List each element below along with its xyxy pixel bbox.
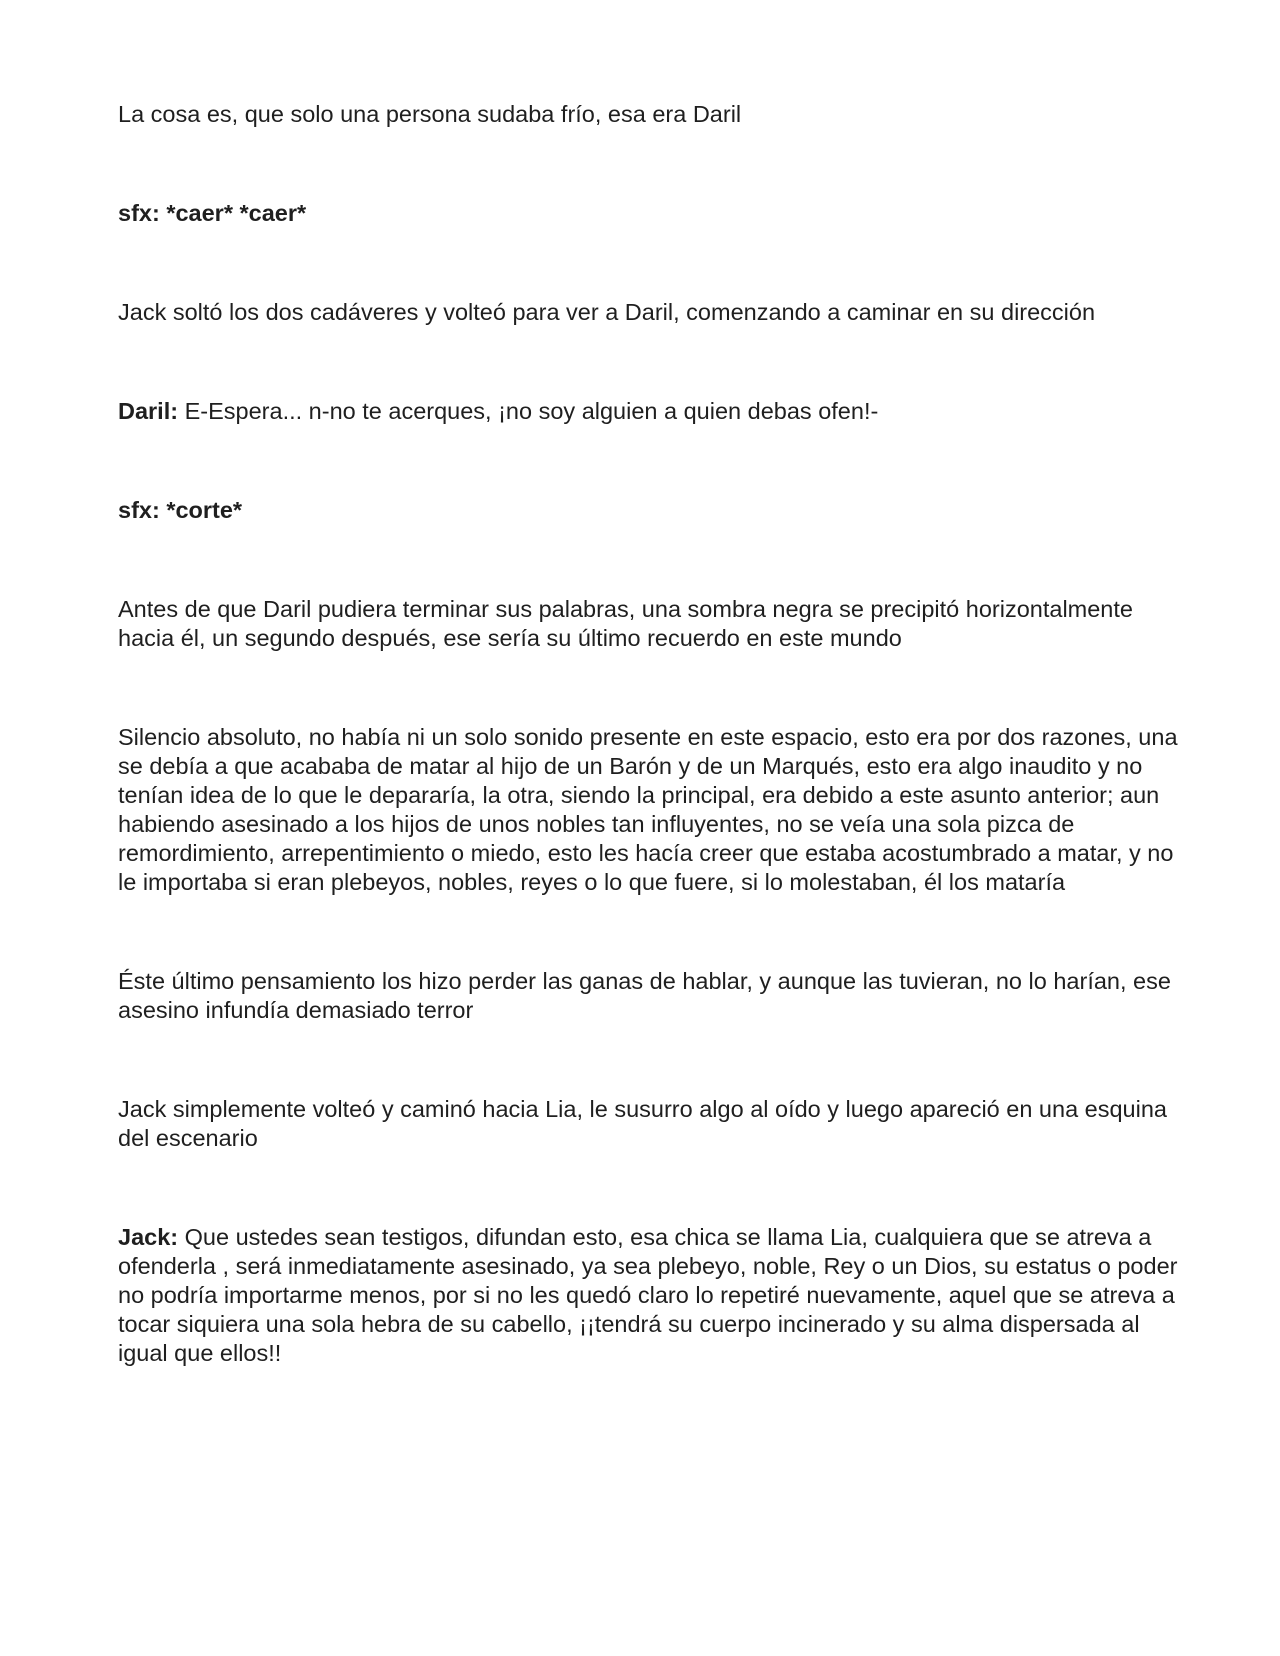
speaker-name: Daril:: [118, 398, 179, 424]
document-page: [118, 100, 1178, 1368]
dialogue-text: E-Espera... n-no te acerques, ¡no soy alguien a quien debas ofen!-: [178, 398, 879, 424]
narration-paragraph: Antes de que Daril pudiera terminar sus palabras, una sombra negra se precipitó horizontalmente hacia él, un segundo después, ese sería su último recuerdo en este mundo: [118, 596, 1133, 651]
dialogue-text: Que ustedes sean testigos, difundan esto, esa chica se llama Lia, cualquiera que se atreva a ofenderla , será inmediatamente asesinado, ya sea plebeyo, noble, Rey o un Dios, su estatus o poder no podría importarme menos, por si no les quedó claro lo repetiré nuevamente, aquel que se atreva a tocar siquiera una sola hebra de su cabello, ¡¡tendrá su cuerpo incinerado y su alma dispersada al igual que ellos!!: [118, 1224, 1178, 1366]
narration-paragraph: Jack simplemente volteó y caminó hacia Lia, le susurro algo al oído y luego apareció en una esquina del escenario: [118, 1096, 1167, 1151]
narration-paragraph: Silencio absoluto, no había ni un solo sonido presente en este espacio, esto era por dos razones, una se debía a que acababa de matar al hijo de un Barón y de un Marqués, esto era algo inaudito y no tenían idea de lo que le depararía, la otra, siendo la principal, era debido a este asunto anterior; aun habiendo asesinado a los hijos de unos nobles tan influyentes, no se veía una sola pizca de remordimiento, arrepentimiento o miedo, esto les hacía creer que estaba acostumbrado a matar, y no le importaba si eran plebeyos, nobles, reyes o lo que fuere, si lo molestaban, él los mataría: [118, 724, 1178, 895]
dialogue-paragraph: [118, 1223, 1178, 1368]
dialogue-paragraph: [118, 397, 1178, 426]
speaker-name: Jack:: [118, 1224, 179, 1250]
narration-paragraph: La cosa es, que solo una persona sudaba frío, esa era Daril: [118, 101, 742, 127]
narration-paragraph: Jack soltó los dos cadáveres y volteó para ver a Daril, comenzando a caminar en su dirección: [118, 299, 1096, 325]
sfx-line: sfx: *corte*: [118, 497, 243, 523]
narration-paragraph: Éste último pensamiento los hizo perder las ganas de hablar, y aunque las tuvieran, no lo harían, ese asesino infundía demasiado terror: [118, 968, 1171, 1023]
sfx-line: sfx: *caer* *caer*: [118, 200, 307, 226]
